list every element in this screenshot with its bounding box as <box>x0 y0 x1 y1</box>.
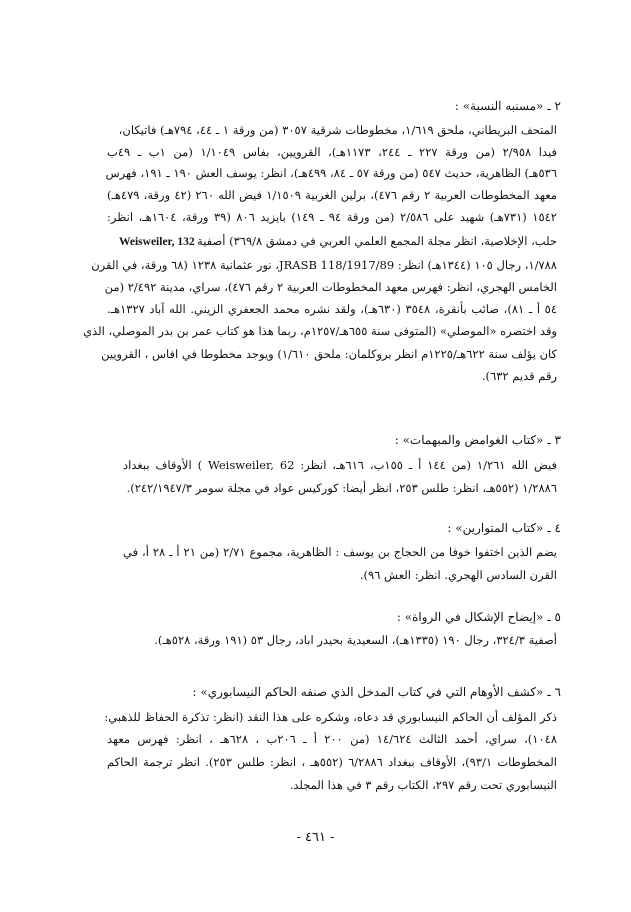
latin-reference: Weisweiler, 132 <box>119 236 195 248</box>
paragraph-line: وقد اختصره «الموصلي» (المتوفى سنة ٦٥٥هـ/١٢٥٧م، ربما هذا هو كتاب عمر بن بدر الموصلي، الذي <box>83 324 557 338</box>
section-heading: ٥ ـ «إيضاح الإشكال في الرواة» : <box>396 610 561 624</box>
paragraph-line: يضم الذين اختفوا خوفا من الحجاج بن يوسف : الظاهرية، مجموع ٢/٧١ (من ٢١ أ ـ ٢٨ أ، في <box>123 545 557 559</box>
paragraph-line: أصفية ٣٢٤/٣، رجال ١٩٠ (١٣٣٥هـ)، السعيدية بحيدر اباد، رجال ٥٣ (١٩١ ورقة، ٥٢٨هـ). <box>154 633 557 647</box>
paragraph-line: ١٠٤٨)، سراي، أحمد الثالث ١٤/٦٢٤ (من ٢٠٠ أ ـ ٢٠٦ب ، ٦٢٨هـ ، انظر: فهرس معهد <box>107 732 558 746</box>
page-number: - ٤٦١ - <box>296 830 335 845</box>
paragraph-line: فيدا ٢/٩٥٨ (من ورقة ٢٢٧ ـ ٢٤٤، ١١٧٣هـ)، القرويين، بفاس ١/١٠٤٩ (من ١ب ـ ٤٩ب <box>107 145 558 159</box>
paragraph-line: القرن السادس الهجري. انظر: العش ٩٦). <box>359 568 557 582</box>
paragraph-line: ١٥٤٢ (٧٣١هـ) شهيد على ٢/٥٨٦ (من ورقة ٩٤ ـ ١٤٩) بايزيد ٨٠٦ (٣٩ ورقة، ١٦٠٤هـ، انظر: <box>107 210 557 224</box>
paragraph-line: حلب، الإخلاصية، انظر مجلة المجمع العلمي العربي في دمشق ٣٦٩/٨) أصفية <box>197 234 557 248</box>
paragraph-line: الخامس الهجري، انظر: فهرس معهد المخطوطات العربية ٢ رقم ٤٧٦)، سراي، مدينة ٢/٤٩٢ (من <box>104 280 557 294</box>
paragraph-line: ٥٣٦هـ) الظاهرية، حديث ٥٤٧ (من ورقة ٥٧ ـ ٨٤، ٤٩٩هـ)، انظر: يوسف العش ١٩٠ ـ ١٩١، فهرس <box>105 166 557 180</box>
section-heading: ٤ ـ «كتاب المتوارين» : <box>447 521 561 535</box>
paragraph-line: ١/٧٨٨، رجال ١٠٥ (١٣٤٤هـ) انظر: JRASB 118/1917/89، نور عثمانية ١٢٣٨ (٦٨ ورقة، في القرن <box>91 258 557 272</box>
author-reference <box>119 232 229 251</box>
paragraph-line: ذكر المؤلف أن الحاكم النيسابوري قد دعاه، وشكره على هذا النقد (انظر: تذكرة الحفاظ للذهبي: <box>104 710 557 724</box>
paragraph-line: فيض الله ١/٢٦١ (من ١٤٤ أ ـ ١٥٥ب، ٦١٦هـ، انظر: Weisweiler, 62 ) الأوقاف ببغداد <box>123 458 558 472</box>
paragraph-line: ٥٤ أ ـ ٨١)، صائب بأنقرة، ٣٥٤٨ (٦٣٠هـ)، ولقد نشره محمد الجعفري الزيني. الله آباد ١٣٢٧هـ. <box>107 302 557 316</box>
section-heading: ٦ ـ «كشف الأوهام التي في كتاب المدخل الذي صنفه الحاكم النيسابوري» : <box>192 685 561 699</box>
paragraph-line: ١/٢٨٨٦ (٥٥٢هـ، انظر: طلس ٢٥٣، انظر أيضا: كوركيس عواد في مجلة سومر ٢٤٢/١٩٤٧/٣). <box>126 481 557 495</box>
paragraph-line: كان يؤلف سنة ٦٢٢هـ/١٢٢٥م انظر بروكلمان: ملحق ١/٦١٠) ويوجد مخطوطا في افاس ، القرويين <box>101 347 557 361</box>
paragraph-line: معهد المخطوطات العربية ٢ رقم ٤٧٦)، برلين الغربية ١/١٥٠٩ فيض الله ٢٦٠ (٤٢ ورقة، ٤٧٩هـ) <box>107 188 557 202</box>
section-heading: ٢ ـ «مسنبه النسبة» : <box>454 99 561 113</box>
section-heading: ٣ ـ «كتاب الغوامض والمبهمات» : <box>394 433 561 447</box>
paragraph-line: النيسابوري تحت رقم ٢٩٧، الكتاب رقم ٣ في هذا المجلد. <box>289 778 557 792</box>
paragraph-line: المخطوطات ٩٣/١)، الأوقاف ببغداد ٦/٢٨٨٦ (٥٥٢هـ ، انظر: طلس ٢٥٣). انظر ترجمة الحاكم <box>107 755 557 769</box>
paragraph-line: المتحف البريطاني، ملحق ١/٦١٩، مخطوطات شرقية ٣٠٥٧ (من ورقة ١ ـ ٤٤، ٧٩٤هـ) فاتيكان، <box>118 123 557 137</box>
paragraph-line: رقم قديم ٦٣٢). <box>481 369 557 383</box>
